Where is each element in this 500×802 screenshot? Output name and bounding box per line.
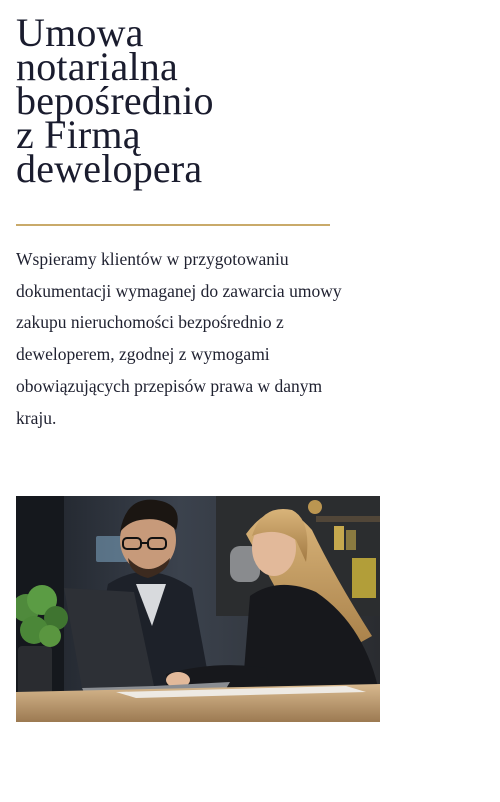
hero-description: Wspieramy klientów w przygotowaniu dokumentacji wymaganej do zawarcia umowy zakupu nieruchomości bezpośrednio z deweloperem, zgodnej z wymogami obowiązujących przepisów prawa w danym kraju. — [16, 249, 342, 428]
divider-line — [16, 224, 330, 226]
team-photo — [16, 496, 380, 722]
page-title: Umowa notarialna bepośrednio z Firmą dewelopera — [16, 10, 214, 191]
hero-section — [16, 10, 486, 428]
